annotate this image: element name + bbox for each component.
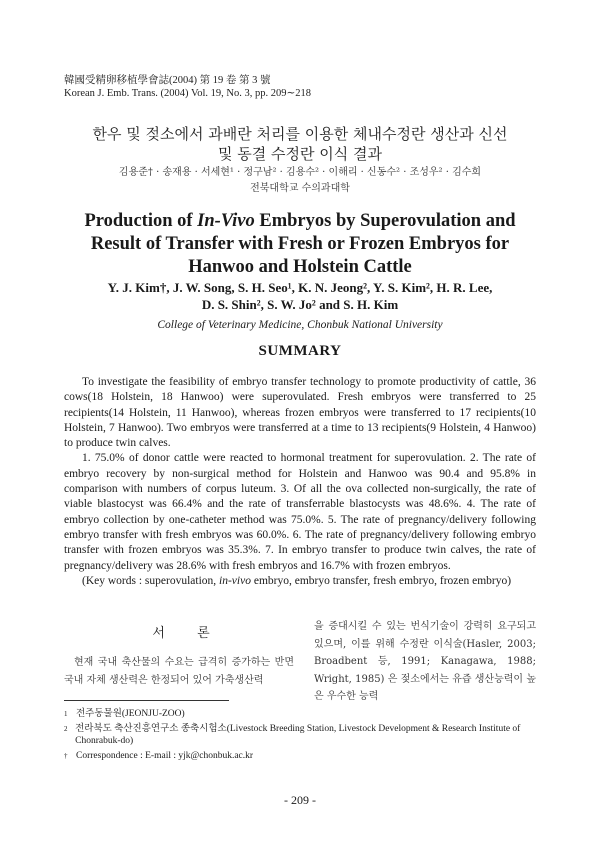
summary-heading: SUMMARY	[258, 343, 342, 359]
footnote-text: 전주동물원(JEONJU-ZOO)	[76, 709, 185, 719]
korean-authors	[40, 166, 560, 195]
korean-affiliation: 전북대학교 수의과대학	[250, 183, 350, 194]
page-number: - 209 -	[284, 793, 316, 807]
journal-korean-line: 韓國受精卵移植學會誌(2004) 第 19 卷 第 3 號	[64, 75, 271, 86]
english-authors-line2: D. S. Shin², S. W. Jo² and S. H. Kim	[201, 297, 399, 312]
korean-author-list: 김용준† · 송재용 · 서세현¹ · 정구남² · 김용수² · 이해리 · 신동수² · 조성우² · 김수희	[118, 167, 482, 178]
introduction-left-text: 현재 국내 축산물의 수요는 급격히 증가하는 반면 국내 자체 생산력은 한정되어 있어 가축생산력	[64, 657, 294, 686]
footnote-3	[64, 750, 544, 763]
introduction-right-text: 을 증대시킬 수 있는 번식기술이 강력히 요구되고 있으며, 이를 위해 수정란 이식술(Hasler, 2003; Broadbent 등, 1991; Kanagawa, 1988; Wright, 1985) 은 젖소에서는 유즙 생산능력이 높은 우수한 능력	[314, 621, 536, 702]
korean-title-line2: 및 동결 수정란 이식 결과	[218, 145, 382, 163]
korean-title	[40, 124, 560, 164]
footnote-marker: 1	[64, 710, 68, 718]
footnote-2	[64, 723, 544, 748]
footnote-text: 전라북도 축산진흥연구소 종축시험소(Livestock Breeding Station, Livestock Development & Research Institute of Chonrabuk-do)	[75, 723, 521, 746]
footnotes	[64, 708, 544, 762]
english-title	[40, 210, 560, 279]
abstract-paragraph-1: To investigate the feasibility of embryo transfer technology to promote productivity of cattle, 36 cows(18 Holstein, 18 Hanwoo) were superovulated. Fresh embryos were transferred to 25 recipients(14 Holstein, 11 Hanwoo), whereas frozen embryos were transferred to 17 recipients(10 Holstein, 7 Hanwoo). Two embryos were transferred at a time to 13 recipients(9 Holstein, 4 Hanwoo) to produce twin calves.	[64, 376, 536, 450]
english-authors-line1: Y. J. Kim†, J. W. Song, S. H. Seo¹, K. N. Jeong², Y. S. Kim², H. R. Lee,	[107, 280, 493, 295]
english-title-line1: Production of In-Vivo Embryos by Superovulation and	[84, 211, 516, 231]
footnote-text: Correspondence : E-mail : yjk@chonbuk.ac.kr	[76, 750, 254, 761]
journal-english-line: Korean J. Emb. Trans. (2004) Vol. 19, No. 3, pp. 209∼218	[64, 88, 311, 99]
journal-header	[64, 74, 311, 100]
korean-title-line1: 한우 및 젖소에서 과배란 처리를 이용한 체내수정란 생산과 신선	[92, 125, 508, 143]
introduction-right-column	[314, 618, 536, 706]
introduction-heading: 서 론	[152, 626, 224, 641]
english-authors	[40, 279, 560, 313]
footnote-marker: 2	[64, 724, 68, 733]
english-title-line2: Result of Transfer with Fresh or Frozen Embryos for	[90, 234, 510, 254]
introduction-left-column	[64, 654, 294, 689]
english-title-line3: Hanwoo and Holstein Cattle	[188, 257, 412, 277]
abstract-paragraph-2: 1. 75.0% of donor cattle were reacted to hormonal treatment for superovulation. 2. The rate of embryo recovery by non-surgical method for Holstein and Hanwoo was 90.4 and 95.8% in comparison with numbers of corpus luteum. 3. Of all the ova collected non-surgically, the rate of viable blastocyst was 66.4% and the rate of transferrable blastocysts was 48.6%. 4. The rate of embryo collection by one-catheter method was 75.0%. 5. The rate of pregnancy/delivery following embryo transfer with fresh embryos was 60.0%. 6. The rate of pregnancy/delivery following embryo transfer with frozen embryos was 35.3%. 7. In embryo transfer to produce twin calves, the rate of pregnancy/delivery was 28.6% with fresh embryos and 16.7% with frozen embryos.	[64, 452, 536, 572]
abstract-body	[64, 375, 536, 589]
footnote-1	[64, 708, 544, 721]
english-affiliation: College of Veterinary Medicine, Chonbuk National University	[157, 319, 443, 331]
footnote-marker: †	[64, 751, 68, 760]
footnote-divider	[64, 700, 229, 701]
abstract-keywords: (Key words : superovulation, in-vivo embryo, embryo transfer, fresh embryo, frozen embryo)	[82, 574, 512, 587]
